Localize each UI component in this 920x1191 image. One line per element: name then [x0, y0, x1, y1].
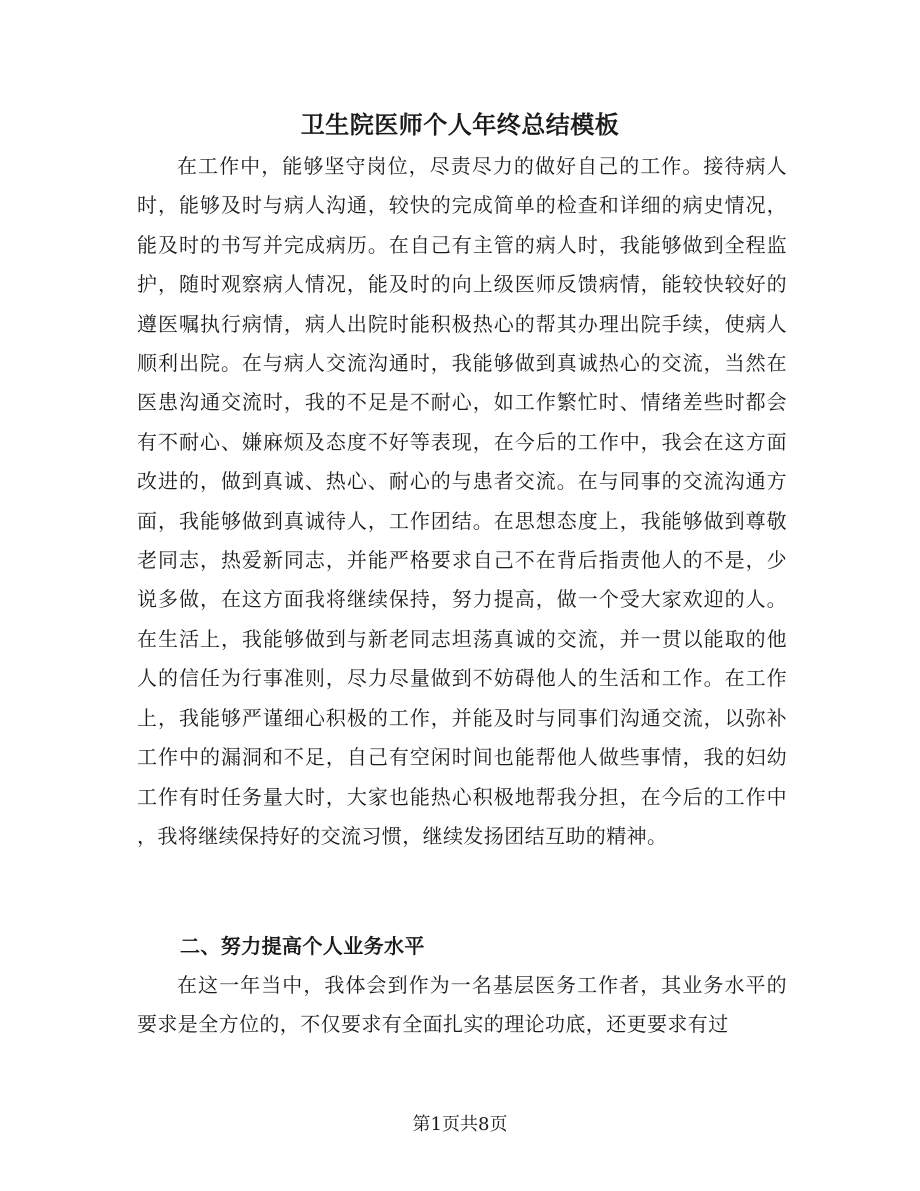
- body-paragraph-1: 在工作中，能够坚守岗位，尽责尽力的做好自己的工作。接待病人时，能够及时与病人沟通，较快的完成简单的检查和详细的病史情况，能及时的书写并完成病历。在自己有主管的病人时，我能够做到全程监护，随时观察病人情况，能及时的向上级医师反馈病情，能较快较好的遵医嘱执行病情，病人出院时能积极热心的帮其办理出院手续，使病人顺利出院。在与病人交流沟通时，我能够做到真诚热心的交流，当然在医患沟通交流时，我的不足是不耐心，如工作繁忙时、情绪差些时都会有不耐心、嫌麻烦及态度不好等表现，在今后的工作中，我会在这方面改进的，做到真诚、热心、耐心的与患者交流。在与同事的交流沟通方面，我能够做到真诚待人，工作团结。在思想态度上，我能够做到尊敬老同志，热爱新同志，并能严格要求自己不在背后指责他人的不是，少说多做，在这方面我将继续保持，努力提高，做一个受大家欢迎的人。在生活上，我能够做到与新老同志坦荡真诚的交流，并一贯以能取的他人的信任为行事准则，尽力尽量做到不妨碍他人的生活和工作。在工作上，我能够严谨细心积极的工作，并能及时与同事们沟通交流，以弥补工作中的漏洞和不足，自己有空闲时间也能帮他人做些事情，我的妇幼工作有时任务量大时，大家也能热心积极地帮我分担，在今后的工作中，我将继续保持好的交流习惯，继续发扬团结互助的精神。: [137, 154, 787, 848]
- page-number-footer: 第1页共8页: [412, 1114, 508, 1135]
- section-heading: 二、努力提高个人业务水平: [180, 934, 425, 958]
- body-paragraph-2: 在这一年当中，我体会到作为一名基层医务工作者，其业务水平的要求是全方位的，不仅要求有全面扎实的理论功底，还更要求有过: [137, 973, 787, 1037]
- document-title: 卫生院医师个人年终总结模板: [300, 110, 620, 139]
